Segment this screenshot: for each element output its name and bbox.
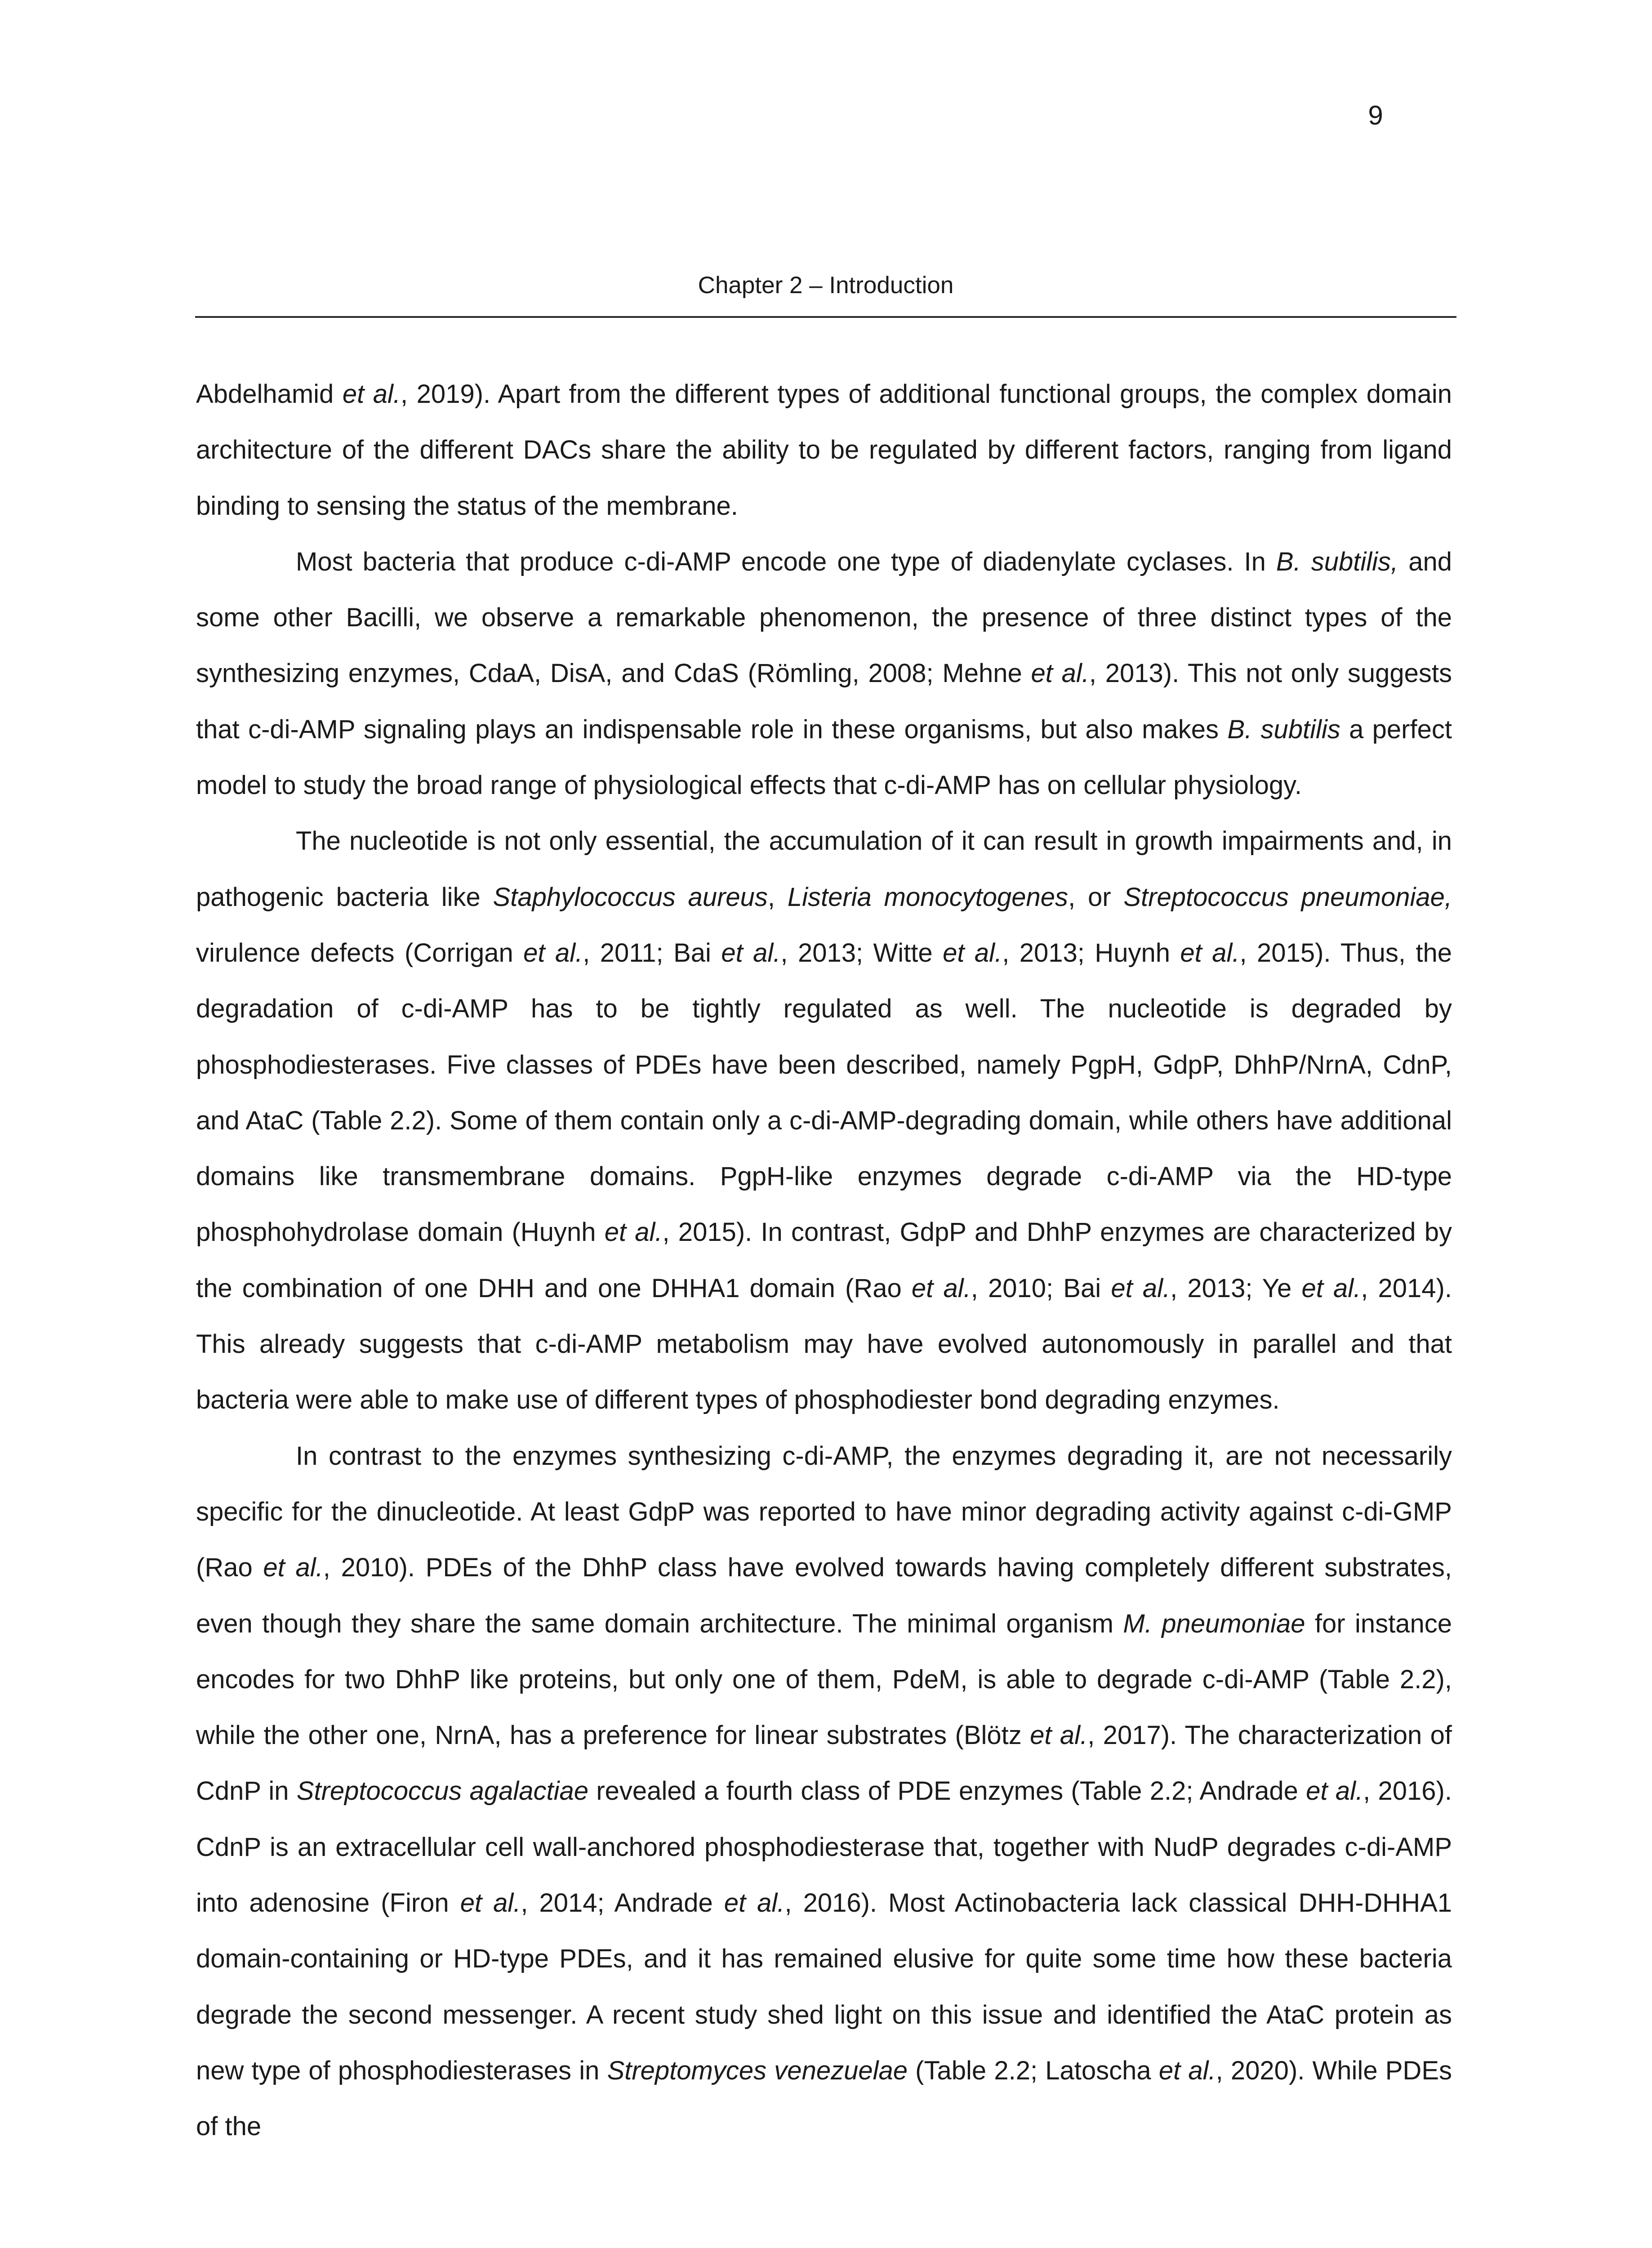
italic-text: et al. xyxy=(1031,659,1089,688)
italic-text: et al. xyxy=(1306,1776,1363,1806)
text-run: , 2015). In contrast, GdpP and DhhP enzymes are characterized by the combination of one DHH and one DHHA1 domain (Rao xyxy=(196,1218,1452,1303)
italic-text: B. subtilis, xyxy=(1276,547,1398,576)
text-run: , 2013; Ye xyxy=(1170,1273,1302,1303)
italic-text: M. pneumoniae xyxy=(1123,1609,1305,1638)
italic-text: et al. xyxy=(342,379,401,409)
text-run: , 2017). The characterization of CdnP in xyxy=(196,1721,1452,1806)
italic-text: et al. xyxy=(1158,2056,1216,2085)
text-run: , 2019). Apart from the different types of additional functional groups, the complex domain architecture of the different DACs share the ability to be regulated by different factors, ranging from ligand binding to sensing the status of the membrane. xyxy=(196,379,1452,521)
italic-text: et al. xyxy=(1111,1273,1171,1303)
header-rule xyxy=(195,316,1456,318)
italic-text: et al. xyxy=(1301,1273,1361,1303)
paragraph-1 xyxy=(196,366,1452,534)
italic-text: et al. xyxy=(604,1218,663,1247)
text-run: , 2013; Witte xyxy=(780,938,943,968)
italic-text: B. subtilis xyxy=(1227,714,1340,744)
italic-text: Streptococcus pneumoniae, xyxy=(1123,882,1452,912)
text-run: , 2010; Bai xyxy=(971,1273,1111,1303)
italic-text: Streptomyces venezuelae xyxy=(607,2056,908,2085)
text-run: , 2014). This already suggests that c-di-AMP metabolism may have evolved autonomously in parallel and that bacteria were able to make use of different types of phosphodiester bond degrading enzymes. xyxy=(196,1273,1452,1415)
text-run: , 2013). This not only suggests that c-di-AMP signaling plays an indispensable role in these organisms, but also makes xyxy=(196,659,1452,744)
italic-text: et al. xyxy=(1030,1721,1088,1750)
text-run: , 2016). CdnP is an extracellular cell wall-anchored phosphodiesterase that, together with NudP degrades c-di-AMP into adenosine (Firon xyxy=(196,1776,1452,1918)
italic-text: et al. xyxy=(721,938,781,968)
text-run: a perfect model to study the broad range of physiological effects that c-di-AMP has on cellular physiology. xyxy=(196,714,1452,800)
running-header: Chapter 2 – Introduction xyxy=(698,272,954,299)
text-run: , 2016). Most Actinobacteria lack classical DHH-DHHA1 domain-containing or HD-type PDEs, and it has remained elusive for quite some time how these bacteria degrade the second messenger. A recent study shed light on this issue and identified the AtaC protein as new type of phosphodiesterases in xyxy=(196,1888,1452,2085)
text-run: for instance encodes for two DhhP like proteins, but only one of them, PdeM, is able to degrade c-di-AMP (Table 2.2), while the other one, NrnA, has a preference for linear substrates (Blötz xyxy=(196,1609,1452,1750)
italic-text: Listeria monocytogenes xyxy=(787,882,1069,912)
italic-text: et al. xyxy=(523,938,583,968)
text-run: (Table 2.2; Latoscha xyxy=(908,2056,1159,2085)
paragraph-3 xyxy=(196,813,1452,1428)
text-run: , or xyxy=(1068,882,1124,912)
text-run: , 2013; Huynh xyxy=(1002,938,1180,968)
text-run: virulence defects (Corrigan xyxy=(196,938,524,968)
text-run: , 2020). While PDEs of the xyxy=(196,2056,1452,2141)
text-run: , xyxy=(767,882,788,912)
italic-text: et al. xyxy=(911,1273,971,1303)
body-text xyxy=(196,366,1452,2155)
text-run: The nucleotide is not only essential, the accumulation of it can result in growth impairments and, in pathogenic bacteria like xyxy=(196,826,1452,912)
paragraph-4 xyxy=(196,1428,1452,2155)
text-run: , 2014; Andrade xyxy=(521,1888,724,1918)
italic-text: et al. xyxy=(1180,938,1240,968)
text-run: and some other Bacilli, we observe a remarkable phenomenon, the presence of three distinct types of the synthesizing enzymes, CdaA, DisA, and CdaS (Römling, 2008; Mehne xyxy=(196,547,1452,688)
text-run: Most bacteria that produce c-di-AMP encode one type of diadenylate cyclases. In xyxy=(296,547,1276,576)
italic-text: et al. xyxy=(460,1888,521,1918)
text-run: , 2010). PDEs of the DhhP class have evolved towards having completely different substrates, even though they share the same domain architecture. The minimal organism xyxy=(196,1553,1452,1638)
text-run: , 2011; Bai xyxy=(583,938,721,968)
italic-text: Streptococcus agalactiae xyxy=(296,1776,589,1806)
text-run: Abdelhamid xyxy=(196,379,343,409)
italic-text: Staphylococcus aureus xyxy=(493,882,768,912)
text-run: In contrast to the enzymes synthesizing c-di-AMP, the enzymes degrading it, are not necessarily specific for the dinucleotide. At least GdpP was reported to have minor degrading activity against c-di-GMP (Rao xyxy=(196,1441,1452,1583)
italic-text: et al. xyxy=(263,1553,323,1583)
page-number: 9 xyxy=(1368,100,1383,130)
italic-text: et al. xyxy=(724,1888,785,1918)
text-run: revealed a fourth class of PDE enzymes (Table 2.2; Andrade xyxy=(588,1776,1306,1806)
paragraph-2 xyxy=(196,534,1452,813)
text-run: , 2015). Thus, the degradation of c-di-AMP has to be tightly regulated as well. The nucleotide is degraded by phosphodiesterases. Five classes of PDEs have been described, namely PgpH, GdpP, DhhP/NrnA, CdnP, and AtaC (Table 2.2). Some of them contain only a c-di-AMP-degrading domain, while others have additional domains like transmembrane domains. PgpH-like enzymes degrade c-di-AMP via the HD-type phosphohydrolase domain (Huynh xyxy=(196,938,1452,1247)
italic-text: et al. xyxy=(943,938,1002,968)
